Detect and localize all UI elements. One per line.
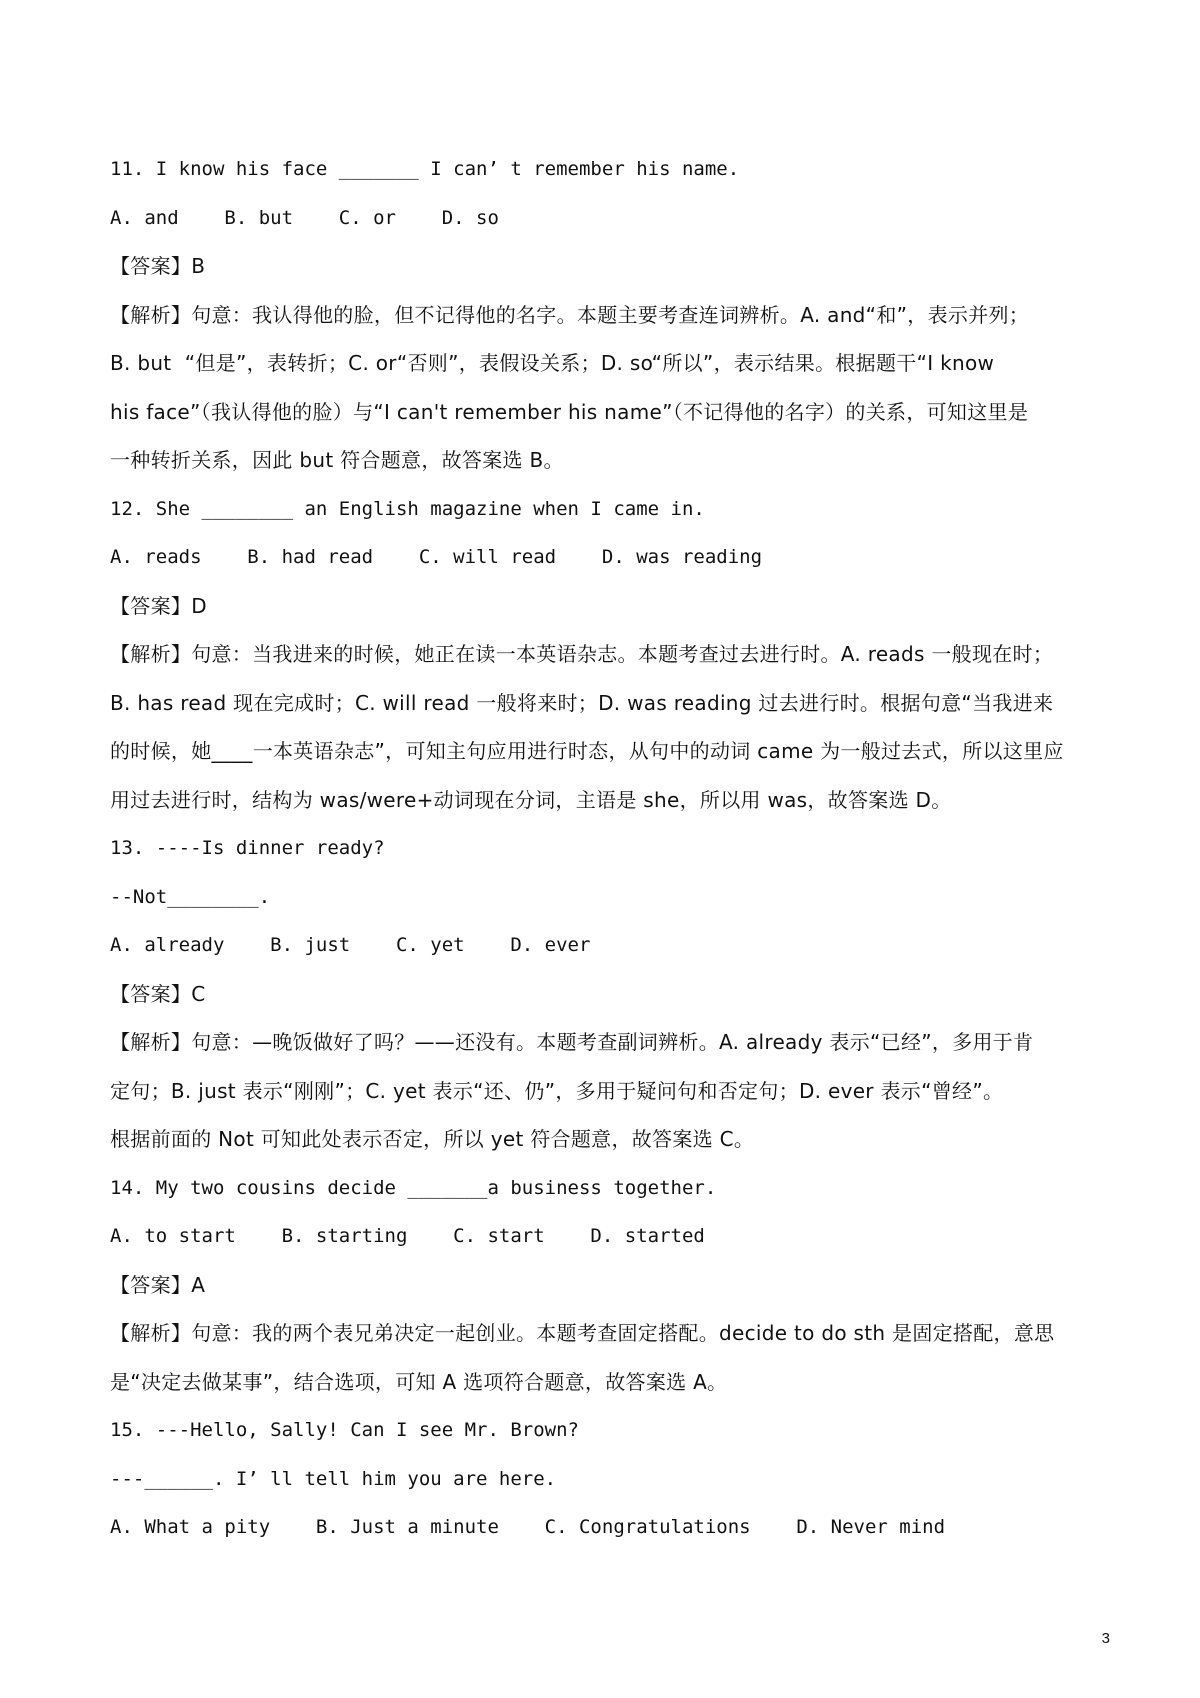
question-12-analysis-line-4: 用过去进行时，结构为 was/were+动词现在分词，主语是 she，所以用 was，故答案选 D。: [110, 788, 952, 812]
question-14-answer: 【答案】A: [110, 1273, 206, 1297]
question-13-answer: 【答案】C: [110, 982, 206, 1006]
question-11-analysis-line-1: 【解析】句意：我认得他的脸，但不记得他的名字。本题主要考查连词辨析。A. and“和”，表示并列；: [110, 303, 1030, 327]
question-14: 14. My two cousins decide _______a business together.: [110, 1177, 717, 1199]
question-12-options: A. reads B. had read C. will read D. was reading: [110, 546, 763, 568]
page-number: 3: [1101, 1630, 1110, 1647]
question-13-analysis-line-3: 根据前面的 Not 可知此处表示否定，所以 yet 符合题意，故答案选 C。: [110, 1127, 755, 1151]
question-12-answer: 【答案】D: [110, 594, 207, 618]
question-12-analysis-line-2: B. has read 现在完成时；C. will read 一般将来时；D. was reading 过去进行时。根据句意“当我进来: [110, 691, 1054, 715]
question-13-response: --Not________.: [110, 886, 271, 908]
question-15-response: ---______. I’ ll tell him you are here.: [110, 1468, 557, 1490]
question-11-analysis-line-3: his face”（我认得他的脸）与“I can't remember his name”（不记得他的名字）的关系，可知这里是: [110, 400, 1029, 424]
question-14-analysis-line-2: 是“决定去做某事”，结合选项，可知 A 选项符合题意，故答案选 A。: [110, 1370, 728, 1394]
question-13-analysis-line-2: 定句；B. just 表示“刚刚”；C. yet 表示“还、仍”，多用于疑问句和否定句；D. ever 表示“曾经”。: [110, 1079, 1004, 1103]
question-11: 11. I know his face _______ I can’ t remember his name.: [110, 158, 740, 180]
question-12-analysis-line-3: 的时候，她____一本英语杂志”，可知主句应用进行时态，从句中的动词 came 为一般过去式，所以这里应: [110, 739, 1064, 763]
question-12-analysis-line-1: 【解析】句意：当我进来的时候，她正在读一本英语杂志。本题考查过去进行时。A. reads 一般现在时；: [110, 642, 1054, 666]
question-15-options: A. What a pity B. Just a minute C. Congratulations D. Never mind: [110, 1516, 946, 1538]
question-11-analysis-line-2: B. but “但是”，表转折；C. or“否则”，表假设关系；D. so“所以”，表示结果。根据题干“I know: [110, 351, 995, 375]
question-15: 15. ---Hello, Sally! Can I see Mr. Brown?: [110, 1419, 579, 1441]
question-13-analysis-line-1: 【解析】句意：—晚饭做好了吗？——还没有。本题考查副词辨析。A. already 表示“已经”，多用于肯: [110, 1030, 1034, 1054]
question-11-options: A. and B. but C. or D. so: [110, 207, 499, 229]
question-11-analysis-line-4: 一种转折关系，因此 but 符合题意，故答案选 B。: [110, 448, 564, 472]
question-14-analysis-line-1: 【解析】句意：我的两个表兄弟决定一起创业。本题考查固定搭配。decide to do sth 是固定搭配，意思: [110, 1321, 1055, 1345]
question-13-options: A. already B. just C. yet D. ever: [110, 934, 591, 956]
question-13: 13. ----Is dinner ready?: [110, 837, 385, 859]
question-12: 12. She ________ an English magazine when I came in.: [110, 498, 705, 520]
question-11-answer: 【答案】B: [110, 254, 206, 278]
question-14-options: A. to start B. starting C. start D. started: [110, 1225, 705, 1247]
